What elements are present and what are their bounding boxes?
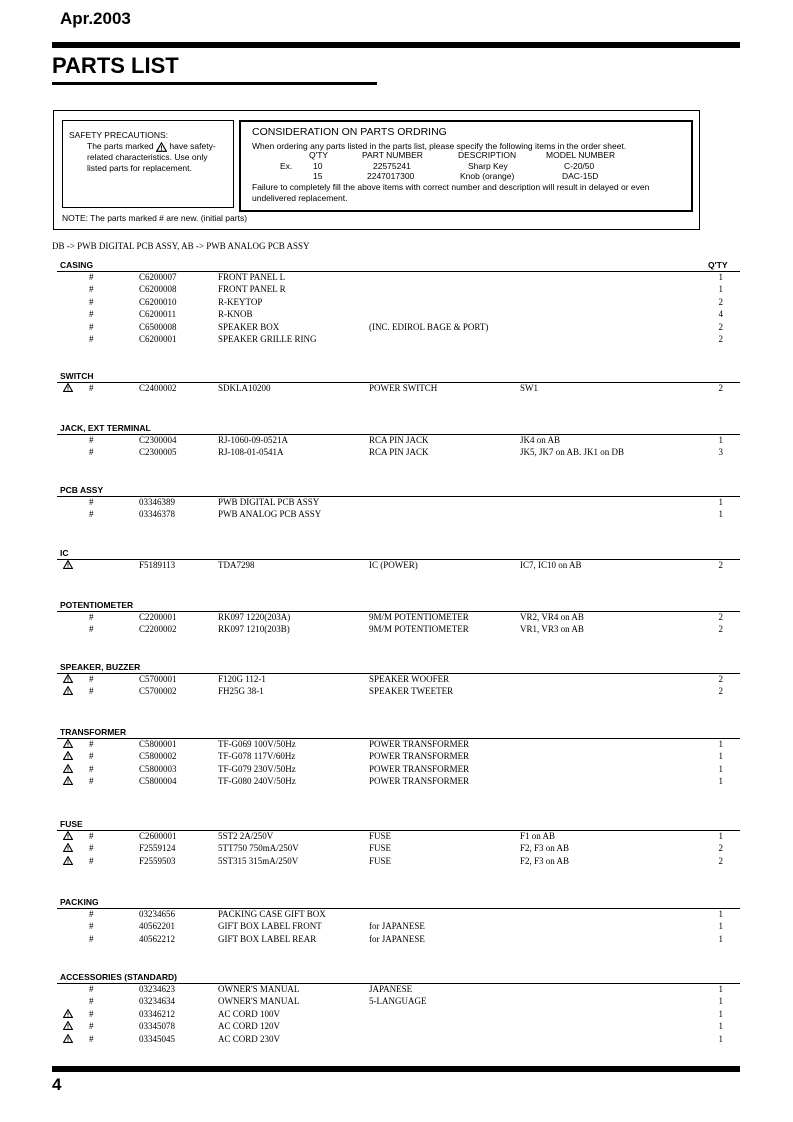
part-reference: VR1, VR3 on AB xyxy=(520,624,584,635)
part-row xyxy=(0,296,793,308)
header-date: Apr.2003 xyxy=(60,9,131,28)
new-part-mark: # xyxy=(89,984,94,994)
part-qty: 1 xyxy=(718,1033,723,1044)
safety-warning-icon xyxy=(63,1021,73,1033)
part-reference: F1 on AB xyxy=(520,831,556,841)
consider-ex1-model: C-20/50 xyxy=(564,161,595,171)
part-row xyxy=(0,496,793,508)
section-title: JACK, EXT TERMINAL xyxy=(60,423,151,433)
new-part-mark: # xyxy=(89,855,94,866)
new-part-mark: # xyxy=(89,686,94,697)
part-description: RCA PIN JACK xyxy=(369,435,429,445)
section-title: PCB ASSY xyxy=(60,485,104,495)
safety-warning-icon xyxy=(63,1009,73,1021)
new-part-mark: # xyxy=(89,334,94,344)
part-row xyxy=(0,321,793,333)
part-qty: 1 xyxy=(718,497,723,507)
consider-title: CONSIDERATION ON PARTS ORDRING xyxy=(252,126,447,138)
part-description: SPEAKER TWEETER xyxy=(369,686,454,697)
part-description: SPEAKER WOOFER xyxy=(369,674,450,684)
safety-body-post: have safety-related characteristics. Use only listed parts for replacement. xyxy=(87,141,216,173)
consider-col-model: MODEL NUMBER xyxy=(546,150,616,160)
part-row xyxy=(0,434,793,446)
title-underline xyxy=(52,82,377,85)
consider-col-desc: DESCRIPTION xyxy=(458,150,517,160)
part-qty: 1 xyxy=(718,831,723,841)
part-code: C5800004 xyxy=(139,776,177,787)
part-reference: F2, F3 on AB xyxy=(520,843,570,854)
consider-footer: Failure to completely fill the above items with correct number and description will result in delayed or even undelivered replacement. xyxy=(252,182,650,203)
new-part-mark: # xyxy=(89,921,94,932)
safety-warning-icon xyxy=(63,383,73,395)
part-qty: 2 xyxy=(718,843,723,854)
part-row xyxy=(0,446,793,458)
part-name: GIFT BOX LABEL REAR xyxy=(218,933,317,944)
consider-ex1-desc: Sharp Key xyxy=(468,161,508,171)
part-qty: 2 xyxy=(718,686,723,697)
part-code: C6200001 xyxy=(139,334,177,344)
part-description: (INC. EDIROL BAGE & PORT) xyxy=(369,321,489,332)
warning-triangle-icon xyxy=(156,142,167,152)
part-code: 03345045 xyxy=(139,1033,175,1044)
part-qty: 4 xyxy=(718,309,723,320)
part-code: 03234634 xyxy=(139,996,175,1007)
new-part-mark: # xyxy=(89,272,94,282)
consider-ex2-part: 2247017300 xyxy=(367,171,415,181)
safety-warning-icon xyxy=(63,1034,73,1046)
part-description: FUSE xyxy=(369,855,392,866)
part-code: C5800001 xyxy=(139,739,177,749)
part-row xyxy=(0,1020,793,1032)
part-code: C2400002 xyxy=(139,383,177,393)
part-qty: 2 xyxy=(718,612,723,622)
part-code: C5700001 xyxy=(139,674,177,684)
safety-warning-icon xyxy=(63,751,73,763)
consider-col-qty: Q'TY xyxy=(309,150,329,160)
part-name: AC CORD 230V xyxy=(218,1033,281,1044)
part-row xyxy=(0,933,793,945)
part-name: FH25G 38-1 xyxy=(218,686,264,697)
part-reference: IC7, IC10 on AB xyxy=(520,560,582,570)
safety-warning-icon xyxy=(63,764,73,776)
section-title: CASING xyxy=(60,260,94,270)
part-row xyxy=(0,1033,793,1045)
part-code: C2200002 xyxy=(139,624,177,635)
part-row xyxy=(0,830,793,842)
new-part-mark: # xyxy=(89,1008,94,1019)
new-part-mark: # xyxy=(89,763,94,774)
new-part-mark: # xyxy=(89,624,94,635)
section-title: FUSE xyxy=(60,819,83,829)
qty-column-header: Q'TY xyxy=(708,260,728,270)
part-code: C6500008 xyxy=(139,321,177,332)
safety-warning-icon xyxy=(63,776,73,788)
new-part-mark: # xyxy=(89,996,94,1007)
new-part-mark: # xyxy=(89,933,94,944)
new-part-mark: # xyxy=(89,497,94,507)
safety-warning-icon xyxy=(63,739,73,751)
part-description: for JAPANESE xyxy=(369,933,425,944)
part-row xyxy=(0,382,793,394)
consider-ex2-qty: 15 xyxy=(313,171,323,181)
consider-ex1-qty: 10 xyxy=(313,161,323,171)
part-code: F5189113 xyxy=(139,560,176,570)
part-qty: 1 xyxy=(718,751,723,762)
part-qty: 1 xyxy=(718,909,723,919)
bottom-rule xyxy=(52,1066,740,1072)
part-name: AC CORD 120V xyxy=(218,1021,281,1032)
part-name: FRONT PANEL L xyxy=(218,272,286,282)
part-row xyxy=(0,611,793,623)
part-row xyxy=(0,908,793,920)
new-part-mark: # xyxy=(89,435,94,445)
part-code: 03345078 xyxy=(139,1021,175,1032)
part-qty: 1 xyxy=(718,996,723,1007)
section-title: SPEAKER, BUZZER xyxy=(60,662,141,672)
part-row xyxy=(0,283,793,295)
part-name: RK097 1220(203A) xyxy=(218,612,291,622)
part-code: C6200008 xyxy=(139,284,177,295)
part-row xyxy=(0,333,793,345)
part-description: POWER TRANSFORMER xyxy=(369,763,470,774)
part-name: 5TT750 750mA/250V xyxy=(218,843,299,854)
part-code: C2200001 xyxy=(139,612,177,622)
part-row xyxy=(0,271,793,283)
ordering-consideration-box xyxy=(239,120,693,212)
part-name: RJ-108-01-0541A xyxy=(218,447,284,458)
safety-precautions-box xyxy=(62,120,234,208)
consider-ex2-desc: Knob (orange) xyxy=(460,171,515,181)
part-code: 03234656 xyxy=(139,909,175,919)
part-qty: 1 xyxy=(718,1008,723,1019)
part-row xyxy=(0,623,793,635)
part-qty: 2 xyxy=(718,383,723,393)
part-name: PWB DIGITAL PCB ASSY xyxy=(218,497,320,507)
top-rule xyxy=(52,42,740,48)
new-parts-note: NOTE: The parts marked # are new. (initial parts) xyxy=(62,213,248,223)
part-description: POWER TRANSFORMER xyxy=(369,751,470,762)
part-qty: 1 xyxy=(718,921,723,932)
part-reference: JK5, JK7 on AB. JK1 on DB xyxy=(520,447,625,458)
part-name: PWB ANALOG PCB ASSY xyxy=(218,509,322,520)
part-qty: 2 xyxy=(718,560,723,570)
safety-warning-icon xyxy=(63,831,73,843)
part-qty: 1 xyxy=(718,763,723,774)
pcb-legend: DB -> PWB DIGITAL PCB ASSY, AB -> PWB ANALOG PCB ASSY xyxy=(52,241,310,251)
section-title: IC xyxy=(60,548,69,558)
new-part-mark: # xyxy=(89,321,94,332)
part-row xyxy=(0,673,793,685)
part-code: C2300004 xyxy=(139,435,177,445)
part-code: 03346212 xyxy=(139,1008,175,1019)
part-name: PACKING CASE GIFT BOX xyxy=(218,909,326,919)
part-code: C6200011 xyxy=(139,309,177,320)
part-name: GIFT BOX LABEL FRONT xyxy=(218,921,322,932)
part-row xyxy=(0,995,793,1007)
page-title: PARTS LIST xyxy=(52,53,179,78)
part-qty: 2 xyxy=(718,334,723,344)
part-name: R-KEYTOP xyxy=(218,296,263,307)
section-title: PACKING xyxy=(60,897,99,907)
consider-col-part: PART NUMBER xyxy=(362,150,423,160)
part-code: C2300005 xyxy=(139,447,177,458)
part-description: FUSE xyxy=(369,843,392,854)
part-description: RCA PIN JACK xyxy=(369,447,429,458)
new-part-mark: # xyxy=(89,509,94,520)
part-reference: JK4 on AB xyxy=(520,435,561,445)
part-name: OWNER'S MANUAL xyxy=(218,996,300,1007)
part-code: F2559124 xyxy=(139,843,176,854)
part-row xyxy=(0,308,793,320)
new-part-mark: # xyxy=(89,909,94,919)
safety-title: SAFETY PRECAUTIONS: xyxy=(69,130,169,140)
part-name: TF-G069 100V/50Hz xyxy=(218,739,296,749)
part-row xyxy=(0,763,793,775)
new-part-mark: # xyxy=(89,1033,94,1044)
new-part-mark: # xyxy=(89,383,94,393)
part-name: RK097 1210(203B) xyxy=(218,624,290,635)
part-name: TF-G080 240V/50Hz xyxy=(218,776,296,787)
section-title: POTENTIOMETER xyxy=(60,600,134,610)
part-qty: 3 xyxy=(718,447,723,458)
part-row xyxy=(0,1008,793,1020)
safety-warning-icon xyxy=(63,674,73,686)
part-qty: 1 xyxy=(718,776,723,787)
part-name: TDA7298 xyxy=(218,560,255,570)
part-row xyxy=(0,508,793,520)
part-qty: 1 xyxy=(718,509,723,520)
new-part-mark: # xyxy=(89,843,94,854)
part-description: IC (POWER) xyxy=(369,560,418,570)
new-part-mark: # xyxy=(89,612,94,622)
part-name: TF-G079 230V/50Hz xyxy=(218,763,296,774)
part-code: C5700002 xyxy=(139,686,177,697)
part-qty: 1 xyxy=(718,984,723,994)
part-row xyxy=(0,920,793,932)
part-row xyxy=(0,855,793,867)
part-row xyxy=(0,559,793,571)
new-part-mark: # xyxy=(89,751,94,762)
new-part-mark: # xyxy=(89,284,94,295)
part-row xyxy=(0,983,793,995)
part-name: TF-G078 117V/60Hz xyxy=(218,751,296,762)
part-description: 5-LANGUAGE xyxy=(369,996,427,1007)
part-row xyxy=(0,685,793,697)
part-code: C5800002 xyxy=(139,751,177,762)
part-reference: F2, F3 on AB xyxy=(520,855,570,866)
part-name: OWNER'S MANUAL xyxy=(218,984,300,994)
consider-ex-label: Ex. xyxy=(280,161,293,171)
part-code: 40562201 xyxy=(139,921,175,932)
new-part-mark: # xyxy=(89,831,94,841)
part-code: C6200007 xyxy=(139,272,177,282)
consider-instruction: When ordering any parts listed in the parts list, please specify the following items in the order sheet. xyxy=(252,141,627,151)
part-description: JAPANESE xyxy=(369,984,413,994)
new-part-mark: # xyxy=(89,447,94,458)
part-qty: 2 xyxy=(718,321,723,332)
part-name: R-KNOB xyxy=(218,309,253,320)
part-name: FRONT PANEL R xyxy=(218,284,286,295)
part-code: C5800003 xyxy=(139,763,177,774)
part-code: 03346378 xyxy=(139,509,175,520)
section-title: TRANSFORMER xyxy=(60,727,127,737)
part-qty: 2 xyxy=(718,296,723,307)
safety-body xyxy=(87,141,229,174)
part-name: SPEAKER BOX xyxy=(218,321,280,332)
part-row xyxy=(0,750,793,762)
part-qty: 2 xyxy=(718,674,723,684)
part-description: 9M/M POTENTIOMETER xyxy=(369,612,469,622)
part-qty: 1 xyxy=(718,284,723,295)
safety-warning-icon xyxy=(63,856,73,868)
new-part-mark: # xyxy=(89,296,94,307)
part-description: 9M/M POTENTIOMETER xyxy=(369,624,469,635)
part-qty: 2 xyxy=(718,855,723,866)
part-name: F120G 112-1 xyxy=(218,674,266,684)
new-part-mark: # xyxy=(89,776,94,787)
part-qty: 1 xyxy=(718,933,723,944)
part-code: C2600001 xyxy=(139,831,177,841)
part-name: 5ST2 2A/250V xyxy=(218,831,274,841)
new-part-mark: # xyxy=(89,1021,94,1032)
part-qty: 1 xyxy=(718,272,723,282)
consider-ex1-part: 22575241 xyxy=(373,161,411,171)
safety-warning-icon xyxy=(63,560,73,572)
part-description: FUSE xyxy=(369,831,392,841)
part-qty: 1 xyxy=(718,435,723,445)
part-name: RJ-1060-09-0521A xyxy=(218,435,288,445)
part-row xyxy=(0,842,793,854)
part-code: 40562212 xyxy=(139,933,175,944)
part-code: C6200010 xyxy=(139,296,177,307)
part-qty: 1 xyxy=(718,1021,723,1032)
safety-warning-icon xyxy=(63,686,73,698)
new-part-mark: # xyxy=(89,674,94,684)
safety-body-pre: The parts marked xyxy=(87,141,154,151)
part-name: AC CORD 100V xyxy=(218,1008,281,1019)
part-reference: VR2, VR4 on AB xyxy=(520,612,584,622)
part-qty: 2 xyxy=(718,624,723,635)
section-title: ACCESSORIES (STANDARD) xyxy=(60,972,177,982)
part-description: POWER SWITCH xyxy=(369,383,438,393)
part-description: for JAPANESE xyxy=(369,921,425,932)
section-title: SWITCH xyxy=(60,371,94,381)
part-name: SPEAKER GRILLE RING xyxy=(218,334,317,344)
part-name: 5ST315 315mA/250V xyxy=(218,855,299,866)
part-description: POWER TRANSFORMER xyxy=(369,739,470,749)
safety-warning-icon xyxy=(63,843,73,855)
part-code: 03346389 xyxy=(139,497,175,507)
new-part-mark: # xyxy=(89,309,94,320)
part-code: 03234623 xyxy=(139,984,175,994)
part-name: SDKLA10200 xyxy=(218,383,271,393)
part-code: F2559503 xyxy=(139,855,176,866)
consider-ex2-model: DAC-15D xyxy=(562,171,599,181)
part-row xyxy=(0,775,793,787)
page-number: 4 xyxy=(52,1075,62,1094)
part-row xyxy=(0,738,793,750)
part-reference: SW1 xyxy=(520,383,538,393)
part-qty: 1 xyxy=(718,739,723,749)
part-description: POWER TRANSFORMER xyxy=(369,776,470,787)
new-part-mark: # xyxy=(89,739,94,749)
